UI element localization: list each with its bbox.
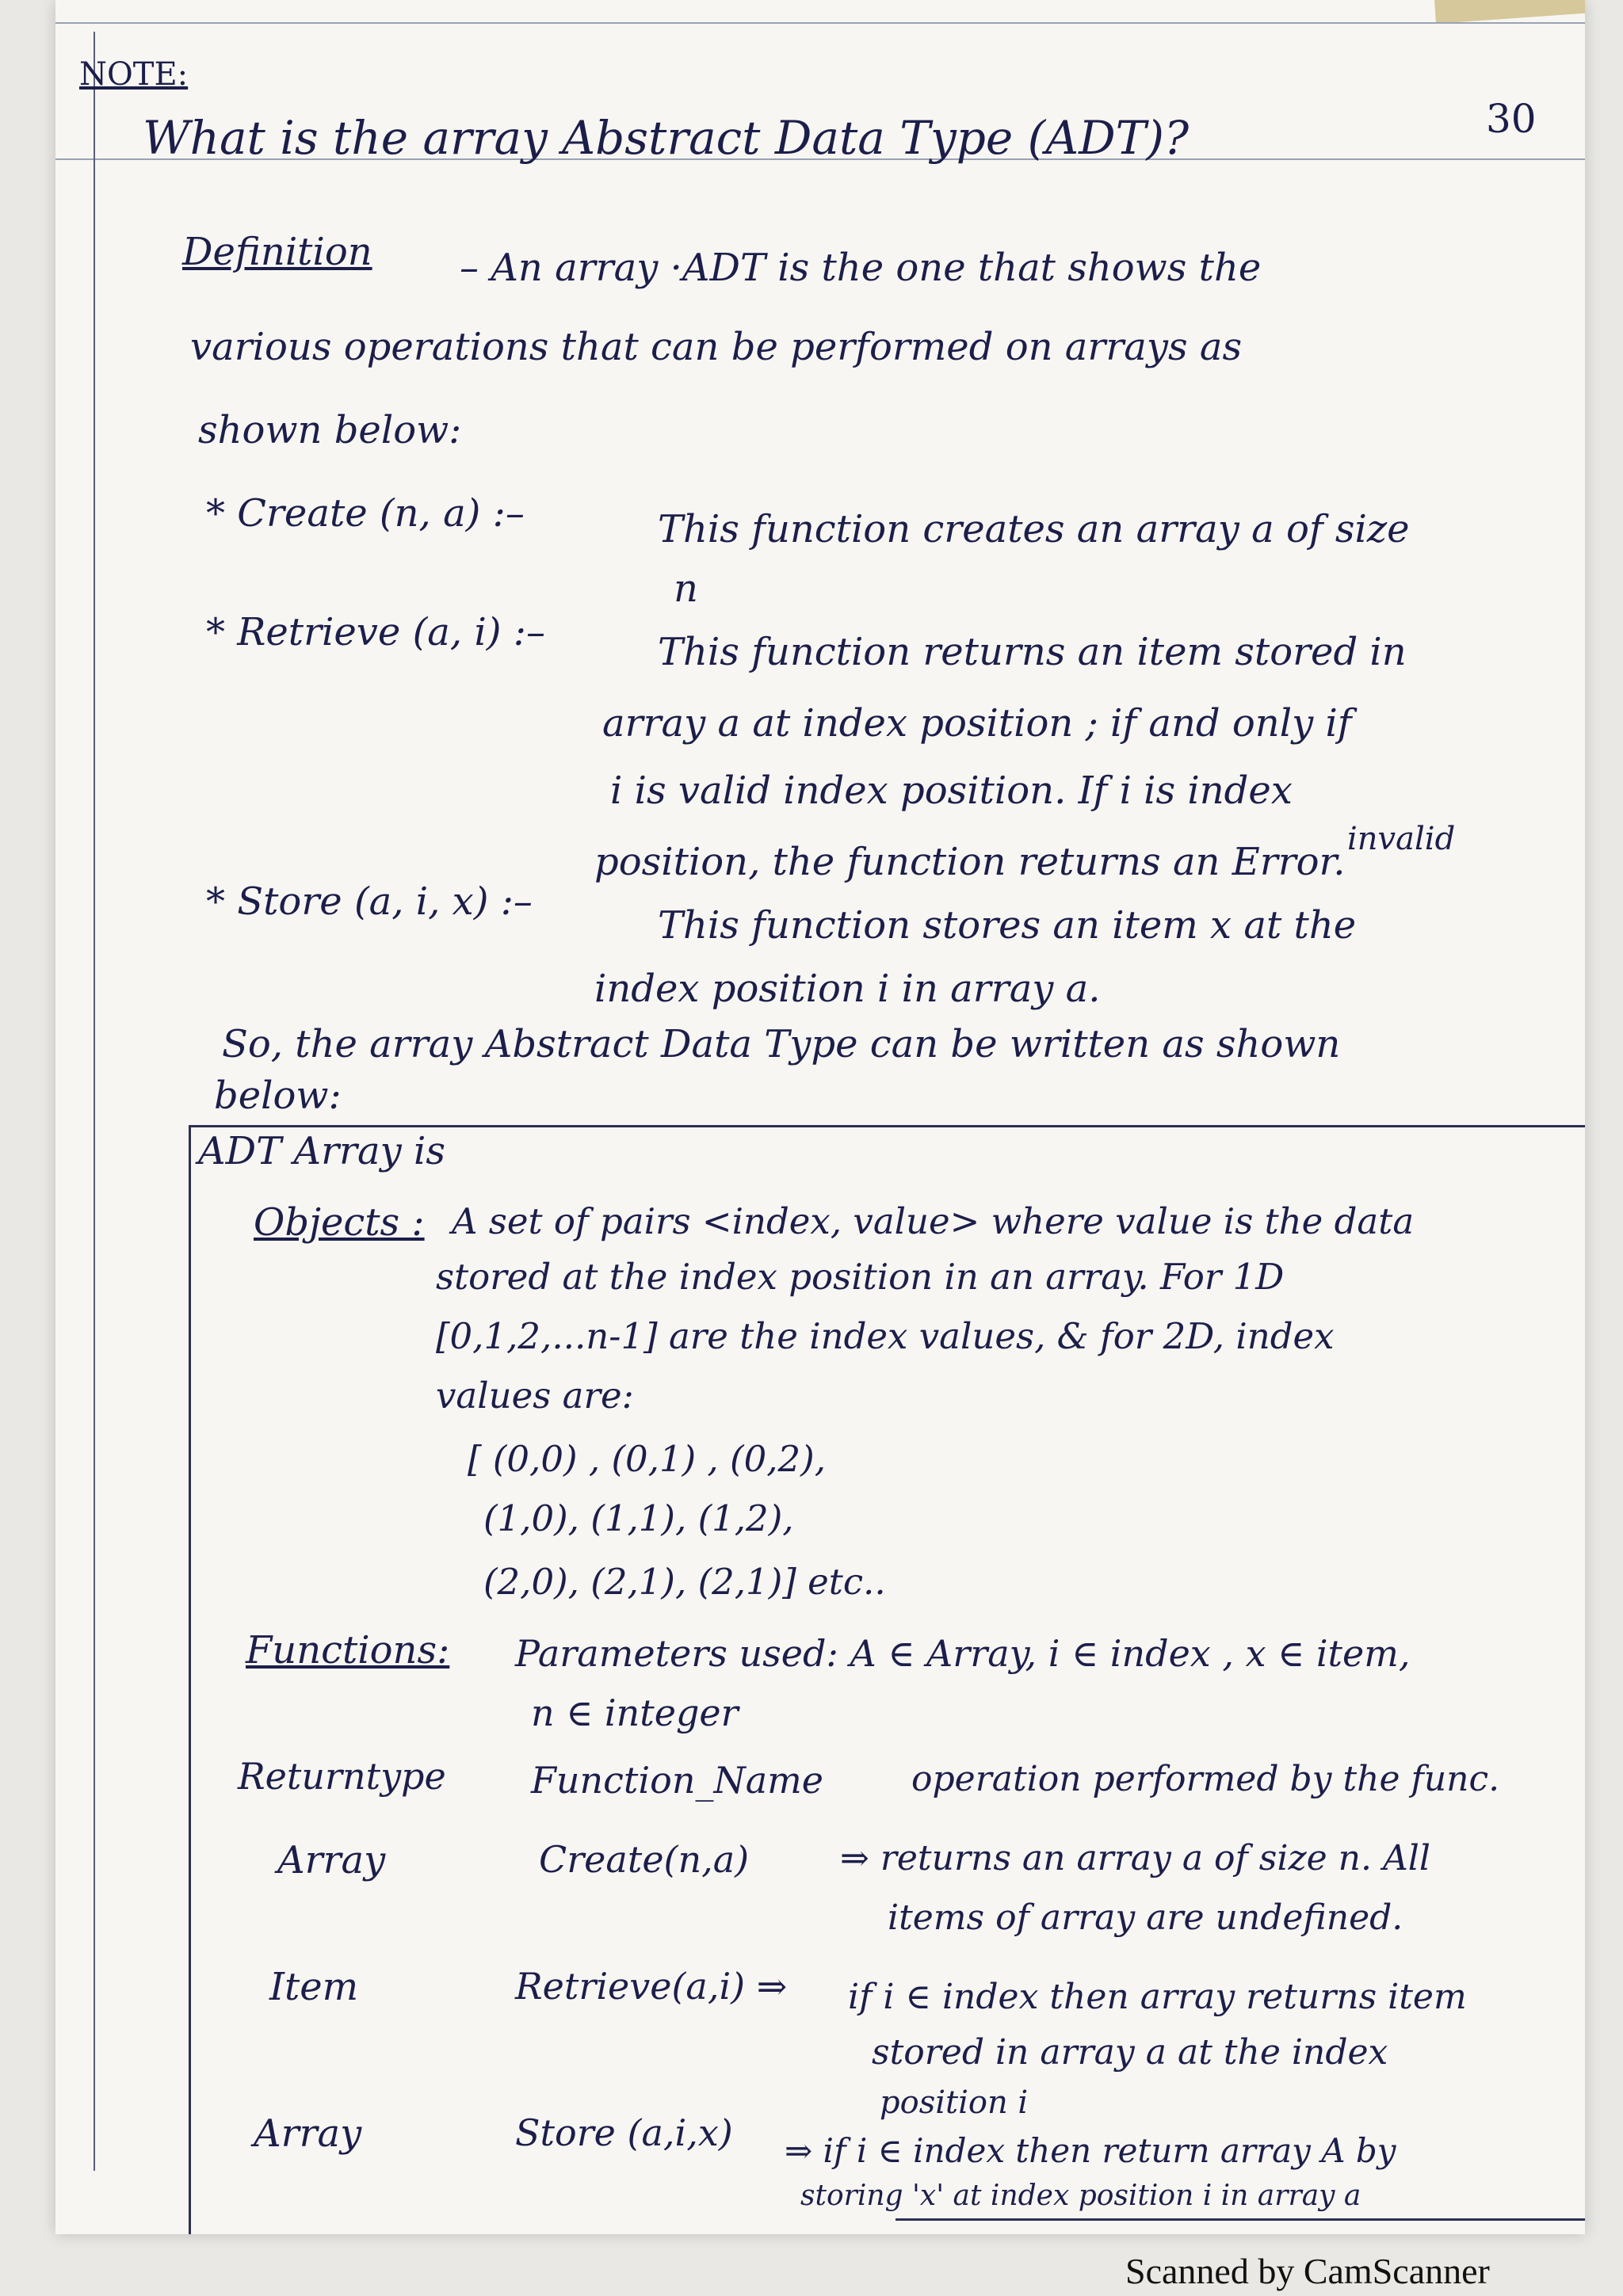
objects-line: [ (0,0) , (0,1) , (0,2), [468, 1438, 827, 1480]
question-heading: What is the array Abstract Data Type (ADT)? [143, 111, 1190, 165]
row-function-name: Store (a,i,x) [515, 2111, 733, 2154]
page-number: 30 [1486, 96, 1537, 142]
row-returntype: Array [277, 1838, 386, 1882]
retrieve-desc-insert: invalid [1347, 821, 1456, 857]
retrieve-desc: i is valid index position. If i is index [610, 769, 1293, 813]
functions-line: Parameters used: A ∈ Array, i ∈ index , x ∈ item, [515, 1632, 1411, 1675]
summary-line: below: [214, 1074, 342, 1118]
store-signature: * Store (a, i, x) :– [206, 879, 533, 924]
row-desc: ⇒ returns an array a of size n. All [840, 1838, 1430, 1878]
definition-line: shown below: [198, 408, 462, 452]
row-returntype: Item [269, 1965, 359, 2009]
retrieve-desc: array a at index position ; if and only if [602, 701, 1352, 746]
bottom-rule [896, 2218, 1585, 2221]
scanner-watermark: Scanned by CamScanner [1125, 2251, 1490, 2291]
create-desc: This function creates an array a of size [658, 507, 1410, 551]
summary-line: So, the array Abstract Data Type can be written as shown [222, 1022, 1341, 1066]
row-function-name: Retrieve(a,i) ⇒ [515, 1965, 788, 2008]
create-desc: n [674, 566, 698, 611]
row-desc: position i [880, 2084, 1029, 2121]
definition-line: – An array ·ADT is the one that shows the [460, 246, 1262, 290]
objects-line: (2,0), (2,1), (2,1)] etc.. [483, 1561, 886, 1603]
functions-label: Functions: [246, 1628, 450, 1672]
ruled-line [55, 22, 1585, 24]
row-desc: if i ∈ index then array returns item [848, 1977, 1467, 2017]
functions-line: n ∈ integer [531, 1691, 739, 1734]
column-function-name: Function_Name [531, 1759, 823, 1802]
store-desc: index position i in array a. [594, 967, 1101, 1011]
row-desc: stored in array a at the index [872, 2032, 1388, 2073]
store-desc: This function stores an item x at the [658, 903, 1357, 948]
retrieve-signature: * Retrieve (a, i) :– [206, 610, 545, 654]
objects-line: A set of pairs <index, value> where value is the data [452, 1200, 1415, 1242]
row-desc: storing 'x' at index position i in array a [800, 2180, 1361, 2212]
objects-line: [0,1,2,...n-1] are the index values, & for 2D, index [436, 1315, 1335, 1357]
column-returntype: Returntype [238, 1755, 446, 1798]
adt-title: ADT Array is [198, 1129, 445, 1173]
row-desc: items of array are undefined. [888, 1897, 1403, 1938]
retrieve-desc: This function returns an item stored in [658, 630, 1407, 674]
row-function-name: Create(n,a) [539, 1838, 750, 1881]
row-returntype: Array [254, 2111, 362, 2156]
column-operation: operation performed by the func. [911, 1759, 1500, 1799]
note-label: NOTE: [79, 56, 189, 93]
margin-line [94, 32, 95, 2171]
objects-line: values are: [436, 1375, 634, 1417]
definition-label: Definition [182, 230, 372, 274]
notebook-page [55, 0, 1585, 2234]
create-signature: * Create (n, a) :– [206, 491, 525, 536]
retrieve-desc: position, the function returns an Error. [594, 840, 1346, 884]
row-desc: ⇒ if i ∈ index then return array A by [785, 2131, 1396, 2170]
objects-line: (1,0), (1,1), (1,2), [483, 1497, 794, 1539]
definition-line: various operations that can be performed on arrays as [190, 325, 1243, 369]
objects-label: Objects : [254, 1200, 425, 1245]
page-corner [1434, 0, 1585, 24]
objects-line: stored at the index position in an array. For 1D [436, 1256, 1285, 1298]
